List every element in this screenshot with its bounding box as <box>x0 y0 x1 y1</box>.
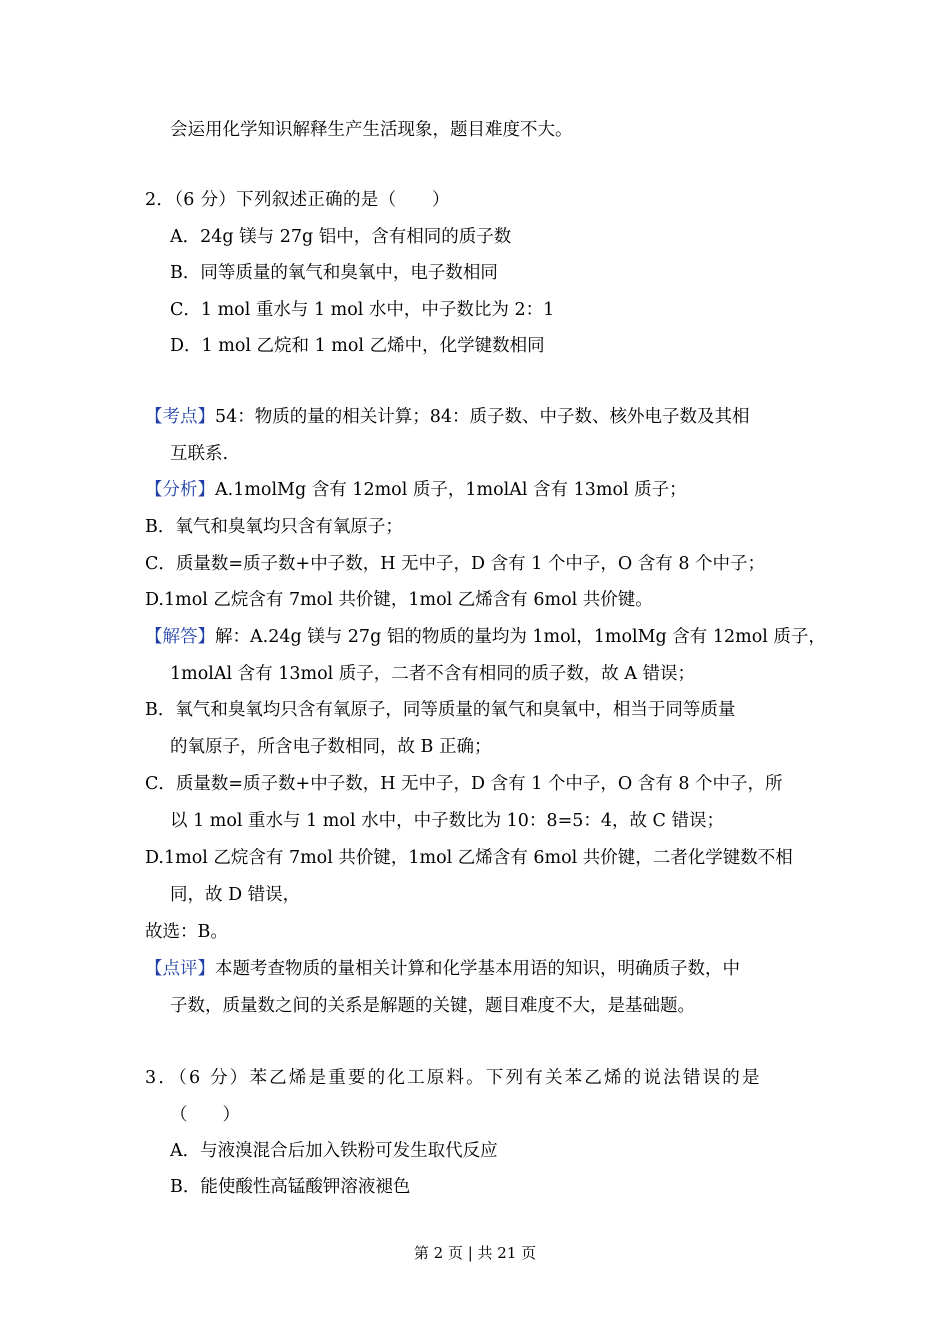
dianping-text-1: 本题考查物质的量相关计算和化学基本用语的知识，明确质子数，中 <box>215 959 740 979</box>
q2-option-b: B．同等质量的氧气和臭氧中，电子数相同 <box>170 263 498 283</box>
dianping-line-1 <box>145 957 740 981</box>
jieda-tag: 【解答】 <box>145 627 215 647</box>
kaodian-tag: 【考点】 <box>145 407 215 427</box>
fenxi-text-4: D.1mol 乙烷含有 7mol 共价键，1mol 乙烯含有 6mol 共价键。 <box>145 590 653 610</box>
jieda-text-3: B．氧气和臭氧均只含有氧原子，同等质量的氧气和臭氧中，相当于同等质量 <box>145 700 736 720</box>
q3-option-a: A．与液溴混合后加入铁粉可发生取代反应 <box>170 1141 498 1161</box>
jieda-text-2: 1molAl 含有 13mol 质子，二者不含有相同的质子数，故 A 错误； <box>170 664 696 684</box>
q3-option-b: B．能使酸性高锰酸钾溶液褪色 <box>170 1177 411 1197</box>
jieda-text-9: 故选：B。 <box>145 922 228 942</box>
q2-option-d: D．1 mol 乙烷和 1 mol 乙烯中，化学键数相同 <box>170 336 545 356</box>
jieda-text-7: D.1mol 乙烷含有 7mol 共价键，1mol 乙烯含有 6mol 共价键，二者化学键数不相 <box>145 848 793 868</box>
q3-stem-line-1: 3．（6 分）苯乙烯是重要的化工原料。下列有关苯乙烯的说法错误的是 <box>145 1068 762 1088</box>
kaodian-line-1 <box>145 405 750 429</box>
fenxi-text-2: B．氧气和臭氧均只含有氧原子； <box>145 517 403 537</box>
dianping-tag: 【点评】 <box>145 959 215 979</box>
kaodian-text-1: 54：物质的量的相关计算；84：质子数、中子数、核外电子数及其相 <box>215 407 750 427</box>
dianping-text-2: 子数，质量数之间的关系是解题的关键，题目难度不大，是基础题。 <box>170 996 695 1016</box>
kaodian-text-2: 互联系. <box>170 444 229 464</box>
jieda-line-1 <box>145 625 826 649</box>
fenxi-tag: 【分析】 <box>145 480 215 500</box>
q2-option-c: C．1 mol 重水与 1 mol 水中，中子数比为 2：1 <box>170 300 555 320</box>
fenxi-text-3: C．质量数=质子数+中子数，H 无中子，D 含有 1 个中子，O 含有 8 个中子； <box>145 554 766 574</box>
q3-stem-line-2: （ ） <box>170 1105 240 1125</box>
fenxi-text-1: A.1molMg 含有 12mol 质子，1molAl 含有 13mol 质子； <box>215 480 687 500</box>
fenxi-line-1 <box>145 478 687 502</box>
jieda-text-8: 同，故 D 错误， <box>170 885 301 905</box>
jieda-text-1: 解：A.24g 镁与 27g 铝的物质的量均为 1mol，1molMg 含有 12mol 质子， <box>215 627 826 647</box>
q2-stem: 2．（6 分）下列叙述正确的是（ ） <box>145 190 450 210</box>
jieda-text-5: C．质量数=质子数+中子数，H 无中子，D 含有 1 个中子，O 含有 8 个中子，所 <box>145 774 783 794</box>
page-footer: 第 2 页 | 共 21 页 <box>413 1244 537 1262</box>
jieda-text-4: 的氧原子，所含电子数相同，故 B 正确； <box>170 737 492 757</box>
intro-tail-text: 会运用化学知识解释生产生活现象，题目难度不大。 <box>170 120 573 140</box>
q2-option-a: A．24g 镁与 27g 铝中，含有相同的质子数 <box>170 227 512 247</box>
jieda-text-6: 以 1 mol 重水与 1 mol 水中，中子数比为 10：8=5：4，故 C 错误； <box>170 811 725 831</box>
